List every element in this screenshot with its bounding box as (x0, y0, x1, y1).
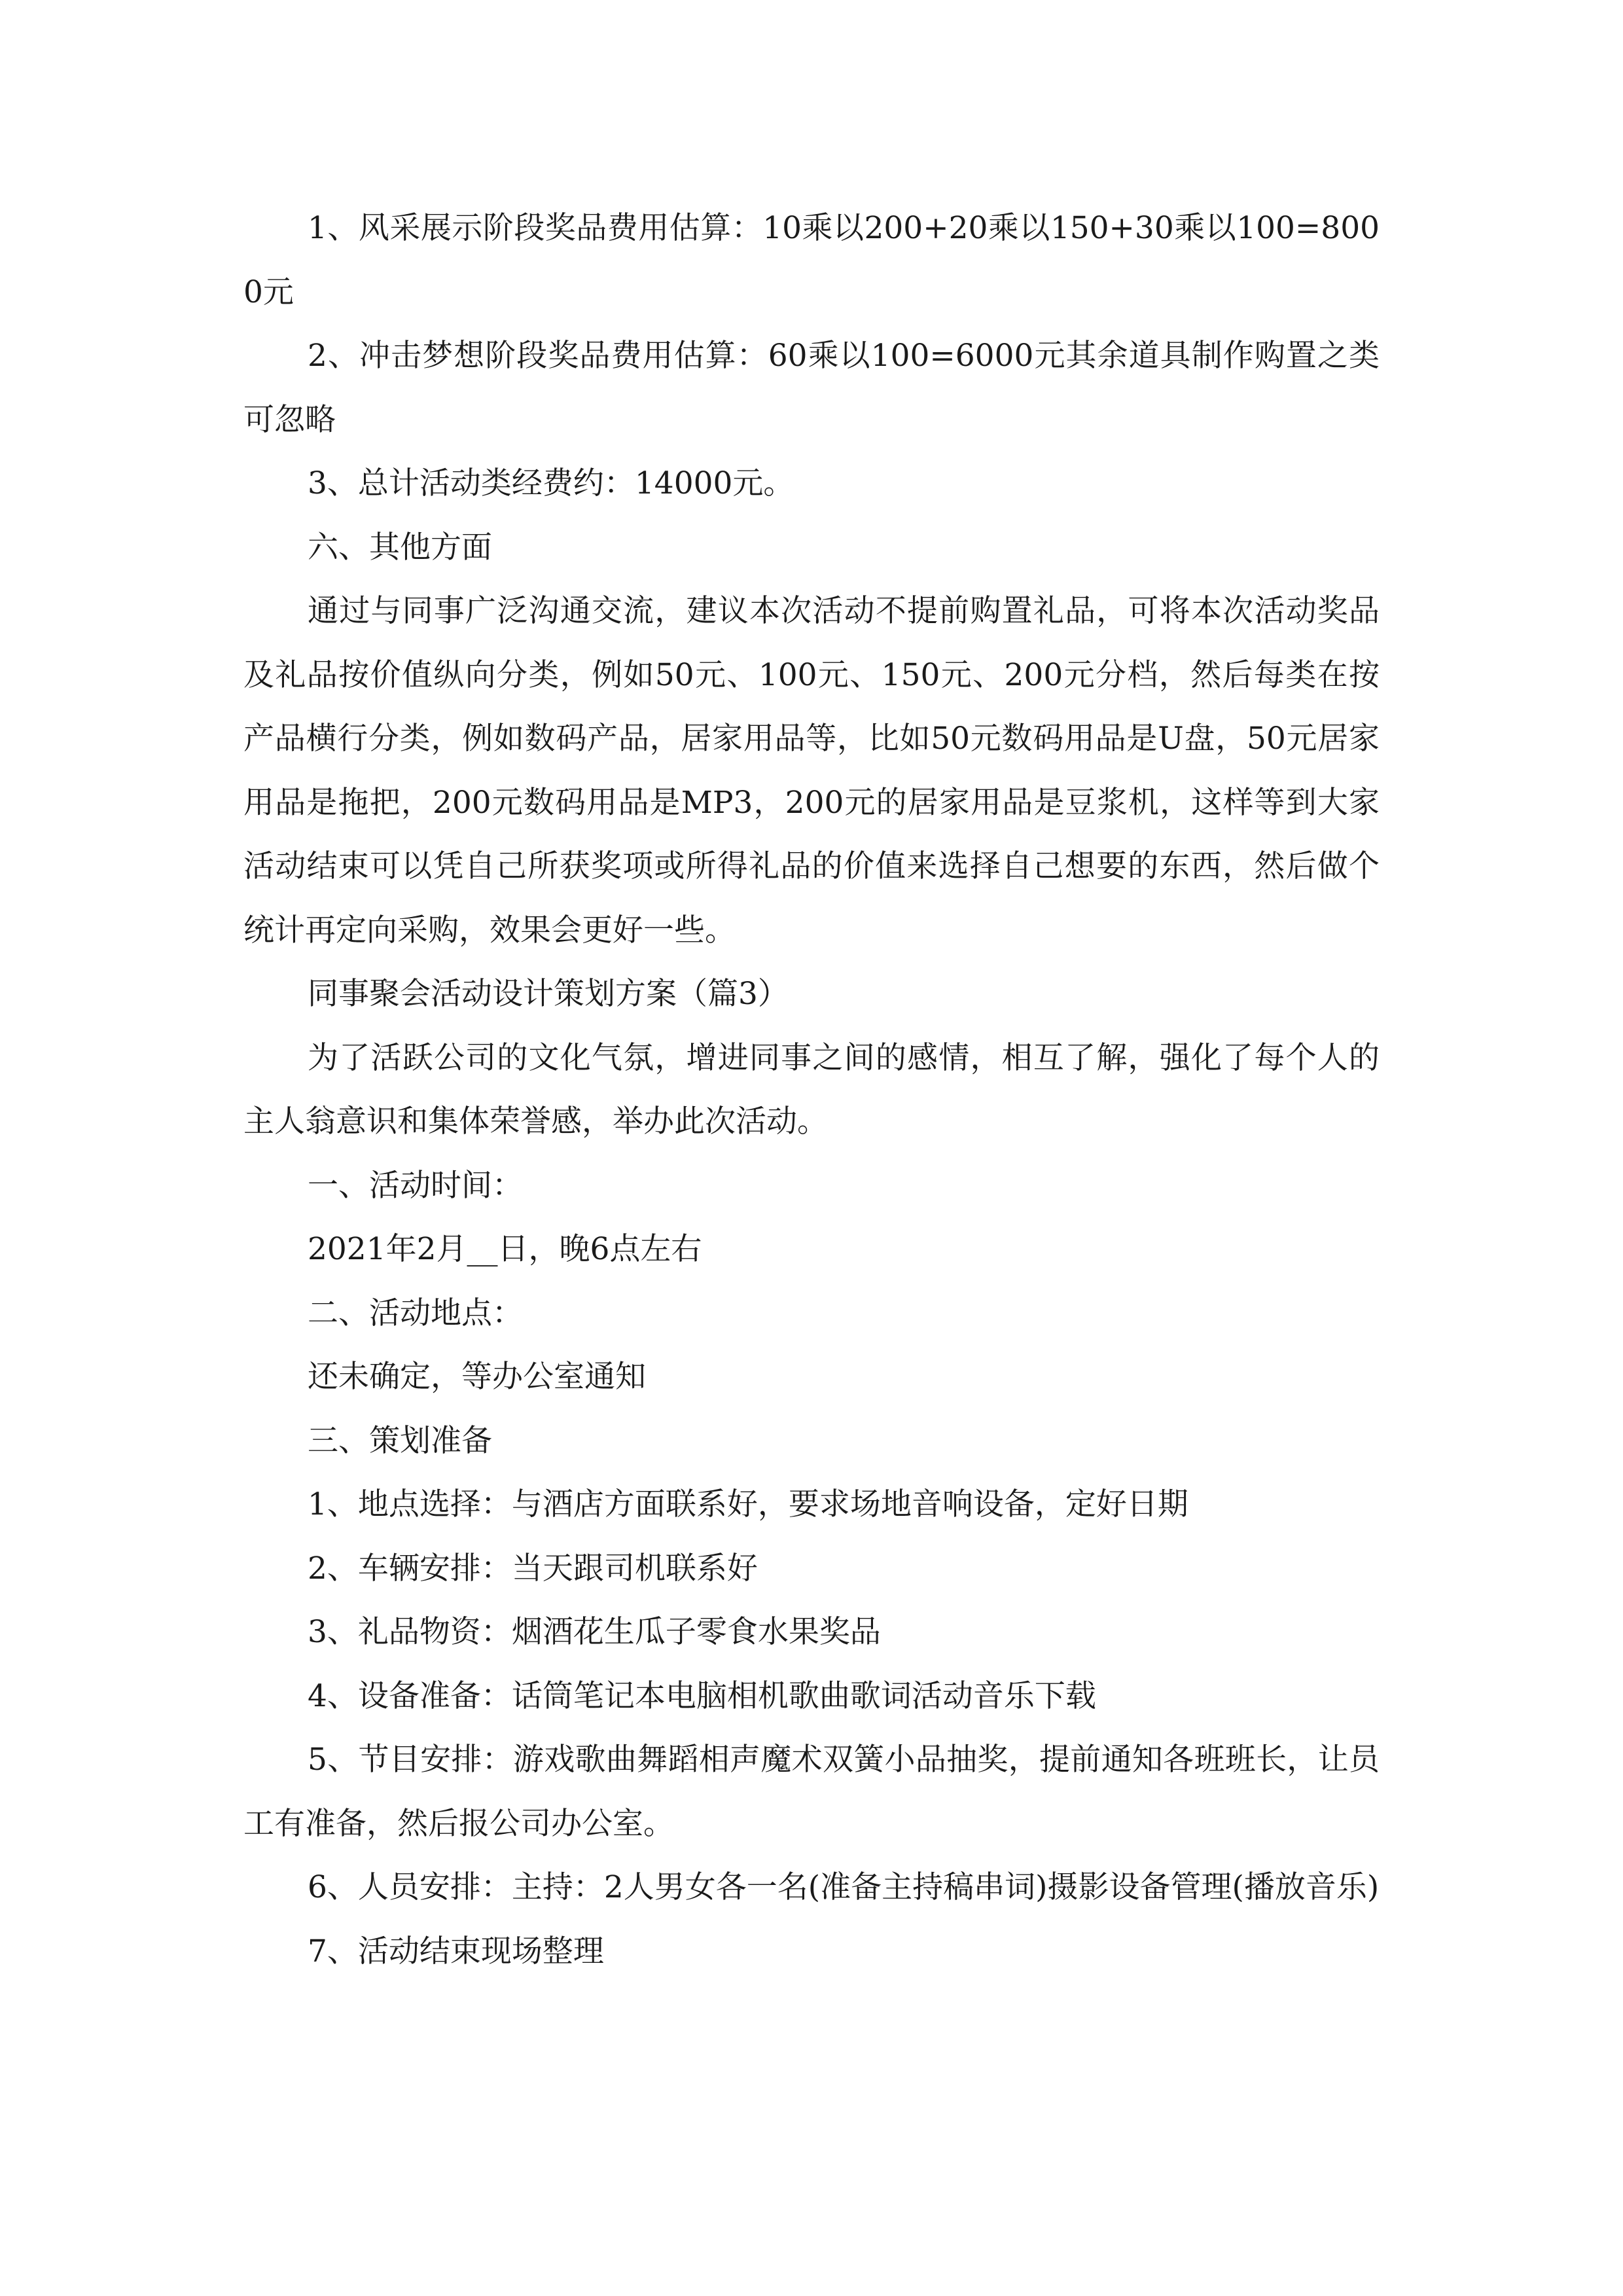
list-item-vehicle: 2、车辆安排：当天跟司机联系好 (308, 1550, 758, 1587)
list-item-staff: 6、人员安排：主持：2人男女各一名(准备主持稿串词)摄影设备管理(播放音乐) (308, 1869, 1380, 1905)
list-item-venue: 1、地点选择：与酒店方面联系好，要求场地音响设备，定好日期 (308, 1486, 1188, 1522)
paragraph-total-cost: 3、总计活动类经费约：14000元。 (308, 465, 794, 501)
list-item-supplies: 3、礼品物资：烟酒花生瓜子零食水果奖品 (308, 1614, 881, 1650)
section-heading-time: 一、活动时间： (308, 1167, 523, 1204)
document-body (243, 196, 1380, 1983)
paragraph-purpose: 为了活跃公司的文化气氛，增进同事之间的感情，相互了解，强化了每个人的主人翁意识和集体荣誉感，举办此次活动。 (243, 1039, 1380, 1139)
list-item-program: 5、节目安排：游戏歌曲舞蹈相声魔术双簧小品抽奖，提前通知各班班长，让员工有准备，然后报公司办公室。 (243, 1742, 1380, 1842)
paragraph-prize-cost-dream: 2、冲击梦想阶段奖品费用估算：60乘以100=6000元其余道具制作购置之类可忽略 (243, 338, 1380, 438)
list-item-cleanup: 7、活动结束现场整理 (308, 1933, 604, 1969)
section-heading-preparation: 三、策划准备 (308, 1422, 492, 1459)
paragraph-gift-suggestion: 通过与同事广泛沟通交流，建议本次活动不提前购置礼品，可将本次活动奖品及礼品按价值纵向分类，例如50元、100元、150元、200元分档，然后每类在按产品横行分类，例如数码产品，居家用品等，比如50元数码用品是U盘，50元居家用品是拖把，200元数码用品是MP3，200元的居家用品是豆浆机，这样等到大家活动结束可以凭自己所获奖项或所得礼品的价值来选择自己想要的东西，然后做个统计再定向采购，效果会更好一些。 (243, 593, 1380, 948)
list-item-equipment: 4、设备准备：话筒笔记本电脑相机歌曲歌词活动音乐下载 (308, 1677, 1096, 1714)
section-heading-other: 六、其他方面 (308, 529, 492, 565)
article-title-part3: 同事聚会活动设计策划方案（篇3） (308, 976, 789, 1012)
paragraph-location: 还未确定，等办公室通知 (308, 1359, 646, 1395)
section-heading-location: 二、活动地点： (308, 1295, 523, 1331)
paragraph-time: 2021年2月__日，晚6点左右 (308, 1231, 702, 1267)
paragraph-prize-cost-showcase: 1、风采展示阶段奖品费用估算：10乘以200+20乘以150+30乘以100=8000元 (243, 210, 1380, 310)
